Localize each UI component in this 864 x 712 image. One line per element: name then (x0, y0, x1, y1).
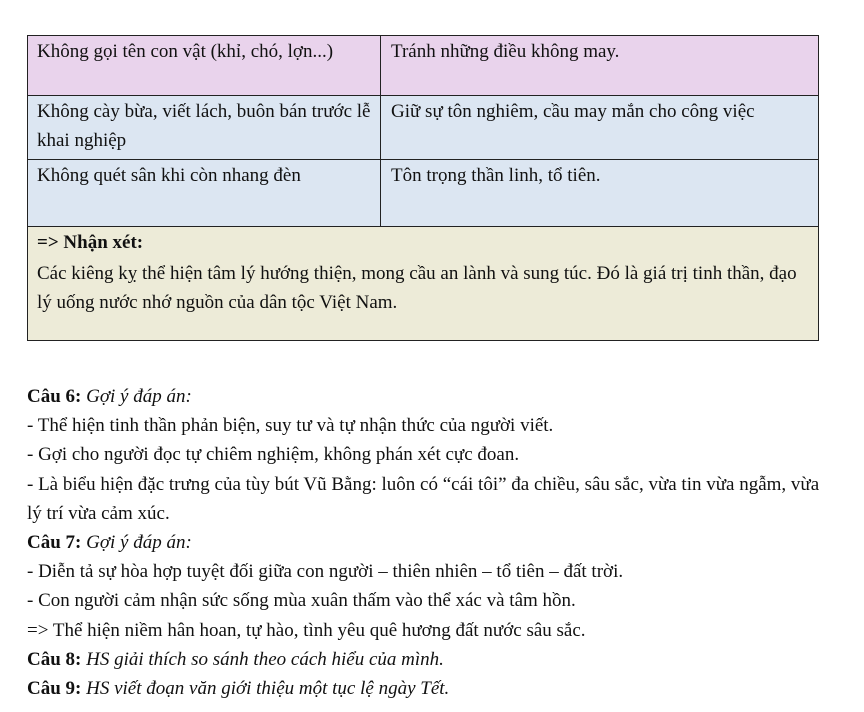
question-6-heading (27, 382, 827, 411)
custom-taboo-table (27, 35, 819, 341)
remark-cell (28, 227, 819, 341)
answer-line: - Thể hiện tinh thần phản biện, suy tư và tự nhận thức của người viết. (27, 415, 554, 437)
question-label: Câu 8: (27, 648, 82, 670)
taboo-cell: Không cày bừa, viết lách, buôn bán trước lễ khai nghiệp (28, 96, 381, 160)
table-row (28, 96, 819, 160)
answer-line: - Gợi cho người đọc tự chiêm nghiệm, không phán xét cực đoan. (27, 444, 520, 466)
remark-text: Các kiêng kỵ thể hiện tâm lý hướng thiện, mong cầu an lành và sung túc. Đó là giá trị tinh thần, đạo lý uống nước nhớ nguồn của dân tộc Việt Nam. (37, 263, 797, 313)
meaning-cell: Tránh những điều không may. (381, 36, 819, 96)
question-9 (27, 674, 827, 703)
meaning-cell: Tôn trọng thần linh, tổ tiên. (381, 160, 819, 227)
question-label: Câu 6: (27, 386, 82, 407)
answer-text: HS giải thích so sánh theo cách hiểu của mình. (86, 648, 444, 670)
table-row (28, 227, 819, 341)
answer-hint: Gợi ý đáp án: (86, 532, 192, 554)
question-label: Câu 9: (27, 678, 82, 700)
answer-section (27, 382, 827, 703)
remark-heading: => Nhận xét: (37, 232, 144, 253)
table-row (28, 36, 819, 96)
answer-line: - Là biểu hiện đặc trưng của tùy bút Vũ Bằng: luôn có “cái tôi” đa chiều, sâu sắc, vừa tin vừa ngẫm, vừa lý trí vừa cảm xúc. (27, 473, 820, 524)
question-label: Câu 7: (27, 532, 82, 554)
answer-text: HS viết đoạn văn giới thiệu một tục lệ ngày Tết. (86, 678, 450, 700)
taboo-cell: Không gọi tên con vật (khỉ, chó, lợn...) (28, 36, 381, 96)
answer-hint: Gợi ý đáp án: (86, 386, 192, 407)
question-7-heading (27, 528, 827, 557)
taboo-cell: Không quét sân khi còn nhang đèn (28, 160, 381, 227)
question-8 (27, 645, 827, 674)
meaning-cell: Giữ sự tôn nghiêm, cầu may mắn cho công việc (381, 96, 819, 160)
table-row (28, 160, 819, 227)
answer-line: - Con người cảm nhận sức sống mùa xuân thấm vào thể xác và tâm hồn. (27, 590, 576, 612)
answer-line: => Thể hiện niềm hân hoan, tự hào, tình yêu quê hương đất nước sâu sắc. (27, 619, 586, 641)
answer-line: - Diễn tả sự hòa hợp tuyệt đối giữa con người – thiên nhiên – tổ tiên – đất trời. (27, 561, 624, 583)
